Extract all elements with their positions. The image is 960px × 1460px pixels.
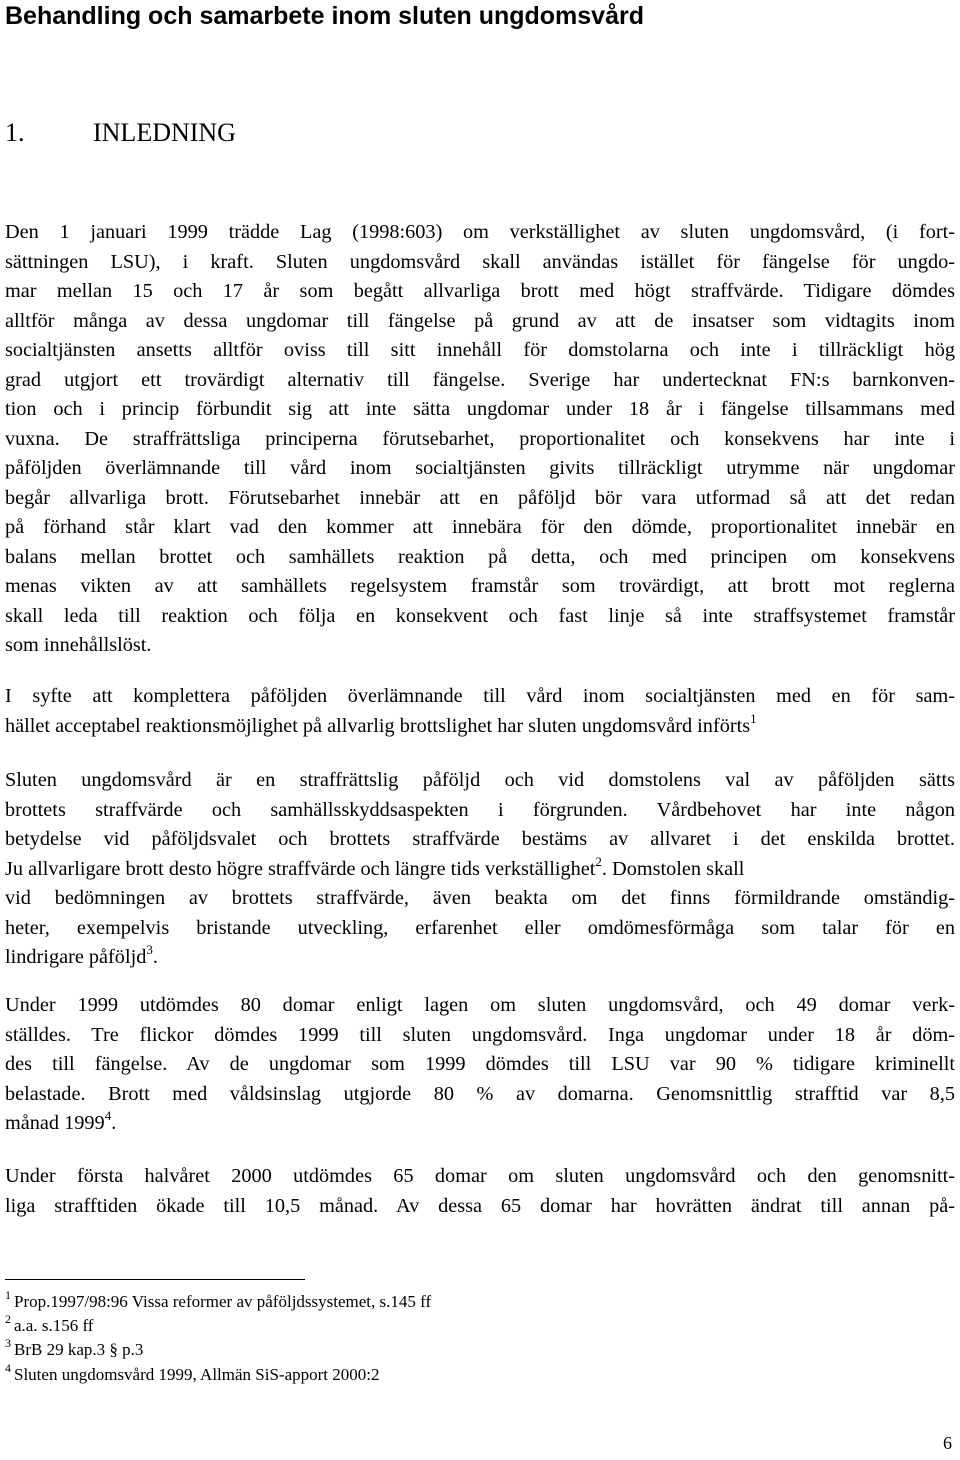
paragraph-line: Under 1999 utdömdes 80 domar enligt lagen om sluten ungdomsvård, och 49 domar verk- xyxy=(5,994,955,1016)
footnote-ref: 1 xyxy=(750,710,757,726)
paragraph-line: tion och i princip förbundit sig att inte sätta ungdomar under 18 år i fängelse tillsammans med xyxy=(5,398,955,420)
paragraph-line: på förhand står klart vad den kommer att innebära för den dömde, proportionalitet innebär en xyxy=(5,516,955,538)
paragraph-text: . xyxy=(111,1112,117,1134)
paragraph-text: månad 1999 xyxy=(5,1112,105,1134)
paragraph-line: socialtjänsten ansetts alltför oviss till sitt innehåll för domstolarna och inte i tillräckligt hög xyxy=(5,339,955,361)
paragraph-text: lindrigare påföljd xyxy=(5,946,147,968)
paragraph-line: menas vikten av att samhällets regelsystem framstår som trovärdigt, att brott mot reglerna xyxy=(5,575,955,597)
paragraph-line: liga strafftiden ökade till 10,5 månad. Av dessa 65 domar har hovrätten ändrat till annan på- xyxy=(5,1194,955,1217)
page-title: Behandling och samarbete inom sluten ungdomsvård xyxy=(5,2,644,30)
paragraph-text: . xyxy=(152,946,158,968)
paragraph-line: alltför många av dessa ungdomar till fängelse på grund av att de insatser som vidtagits inom xyxy=(5,309,955,332)
footnote-text: a.a. s.156 ff xyxy=(14,1316,94,1336)
paragraph-line xyxy=(5,855,955,885)
footnote-number: 3 xyxy=(5,1336,11,1351)
paragraph-line: som innehållslöst. xyxy=(5,634,152,656)
paragraph-line xyxy=(5,943,955,973)
paragraph-line: vuxna. De straffrättsliga principerna förutsebarhet, proportionalitet och konsekvens har inte i xyxy=(5,427,955,450)
paragraph-line: belastade. Brott med våldsinslag utgjorde 80 % av domarna. Genomsnittlig strafftid var 8,5 xyxy=(5,1082,955,1105)
paragraph-line: betydelse vid påföljdsvalet och brottets straffvärde bestäms av allvaret i det enskilda brottet. xyxy=(5,828,955,850)
footnote-number: 2 xyxy=(5,1312,11,1327)
footnote-ref: 3 xyxy=(146,942,153,957)
paragraph-line: påföljden överlämnande till vård inom socialtjänsten givits tillräckligt utrymme när ungdomar xyxy=(5,457,955,479)
footnote-text: BrB 29 kap.3 § p.3 xyxy=(14,1340,144,1360)
paragraph-5 xyxy=(5,1162,955,1221)
footnote-number: 1 xyxy=(5,1288,11,1302)
footnote-text: Prop.1997/98:96 Vissa reformer av påföljdssystemet, s.145 ff xyxy=(14,1292,432,1311)
paragraph-text: . Domstolen skall xyxy=(601,857,745,880)
paragraph-1 xyxy=(5,218,955,661)
paragraph-line: skall leda till reaktion och följa en konsekvent och fast linje så inte straffsystemet framstår xyxy=(5,604,955,627)
paragraph-line: mar mellan 15 och 17 år som begått allvarliga brott med högt straffvärde. Tidigare dömdes xyxy=(5,280,955,302)
paragraph-4 xyxy=(5,991,955,1139)
footnote-text: Sluten ungdomsvård 1999, Allmän SiS-apport 2000:2 xyxy=(14,1364,380,1384)
footnote xyxy=(5,1314,431,1338)
paragraph-line: Sluten ungdomsvård är en straffrättslig påföljd och vid domstolens val av påföljden sätts xyxy=(5,769,955,791)
footnote-number: 4 xyxy=(5,1360,11,1375)
paragraph-line: balans mellan brottet och samhällets reaktion på detta, och med principen om konsekvens xyxy=(5,545,955,568)
paragraph-line: begår allvarliga brott. Förutsebarhet innebär att en påföljd bör vara utformad så att det redan xyxy=(5,486,955,509)
paragraph-line: sättningen LSU), i kraft. Sluten ungdomsvård skall användas istället för fängelse för ungdo- xyxy=(5,250,955,273)
paragraph-text: hället acceptabel reaktionsmöjlighet på allvarlig brottslighet har sluten ungdomsvård införts xyxy=(5,714,751,737)
paragraph-line: brottets straffvärde och samhällsskyddsaspekten i förgrunden. Vårdbehovet har inte någon xyxy=(5,798,955,821)
paragraph-line: vid bedömningen av brottets straffvärde, även beakta om det finns förmildrande omständig- xyxy=(5,887,955,909)
footnote xyxy=(5,1338,431,1362)
paragraph-line: Den 1 januari 1999 trädde Lag (1998:603) om verkställighet av sluten ungdomsvård, (i fort- xyxy=(5,221,955,243)
paragraph-line xyxy=(5,1109,955,1139)
paragraph-2 xyxy=(5,682,955,741)
paragraph-3 xyxy=(5,766,955,973)
section-heading xyxy=(5,116,236,150)
paragraph-line xyxy=(5,712,955,742)
footnote-divider xyxy=(5,1279,305,1280)
paragraph-line: grad utgjort ett trovärdigt alternativ till fängelse. Sverige har undertecknat FN:s barnkonven- xyxy=(5,368,955,391)
paragraph-line: Under första halvåret 2000 utdömdes 65 domar om sluten ungdomsvård och den genomsnitt- xyxy=(5,1165,955,1187)
footnote xyxy=(5,1360,431,1387)
footnotes xyxy=(5,1290,431,1387)
paragraph-line: des till fängelse. Av de ungdomar som 1999 dömdes till LSU var 90 % tidigare kriminellt xyxy=(5,1053,955,1075)
paragraph-line: ställdes. Tre flickor dömdes 1999 till sluten ungdomsvård. Inga ungdomar under 18 år döm- xyxy=(5,1023,955,1046)
footnote xyxy=(5,1290,431,1314)
section-number: 1. xyxy=(5,118,25,147)
paragraph-line: I syfte att komplettera påföljden överlämnande till vård inom socialtjänsten med en för sam- xyxy=(5,685,955,707)
footnote-ref: 4 xyxy=(104,1108,112,1123)
paragraph-line: heter, exempelvis bristande utveckling, erfarenhet eller omdömesförmåga som talar för en xyxy=(5,916,955,939)
section-title: INLEDNING xyxy=(93,118,236,147)
paragraph-text: Ju allvarligare brott desto högre straffvärde och längre tids verkställighet xyxy=(5,857,596,880)
page-number: 6 xyxy=(943,1433,952,1453)
footnote-ref: 2 xyxy=(595,853,602,869)
